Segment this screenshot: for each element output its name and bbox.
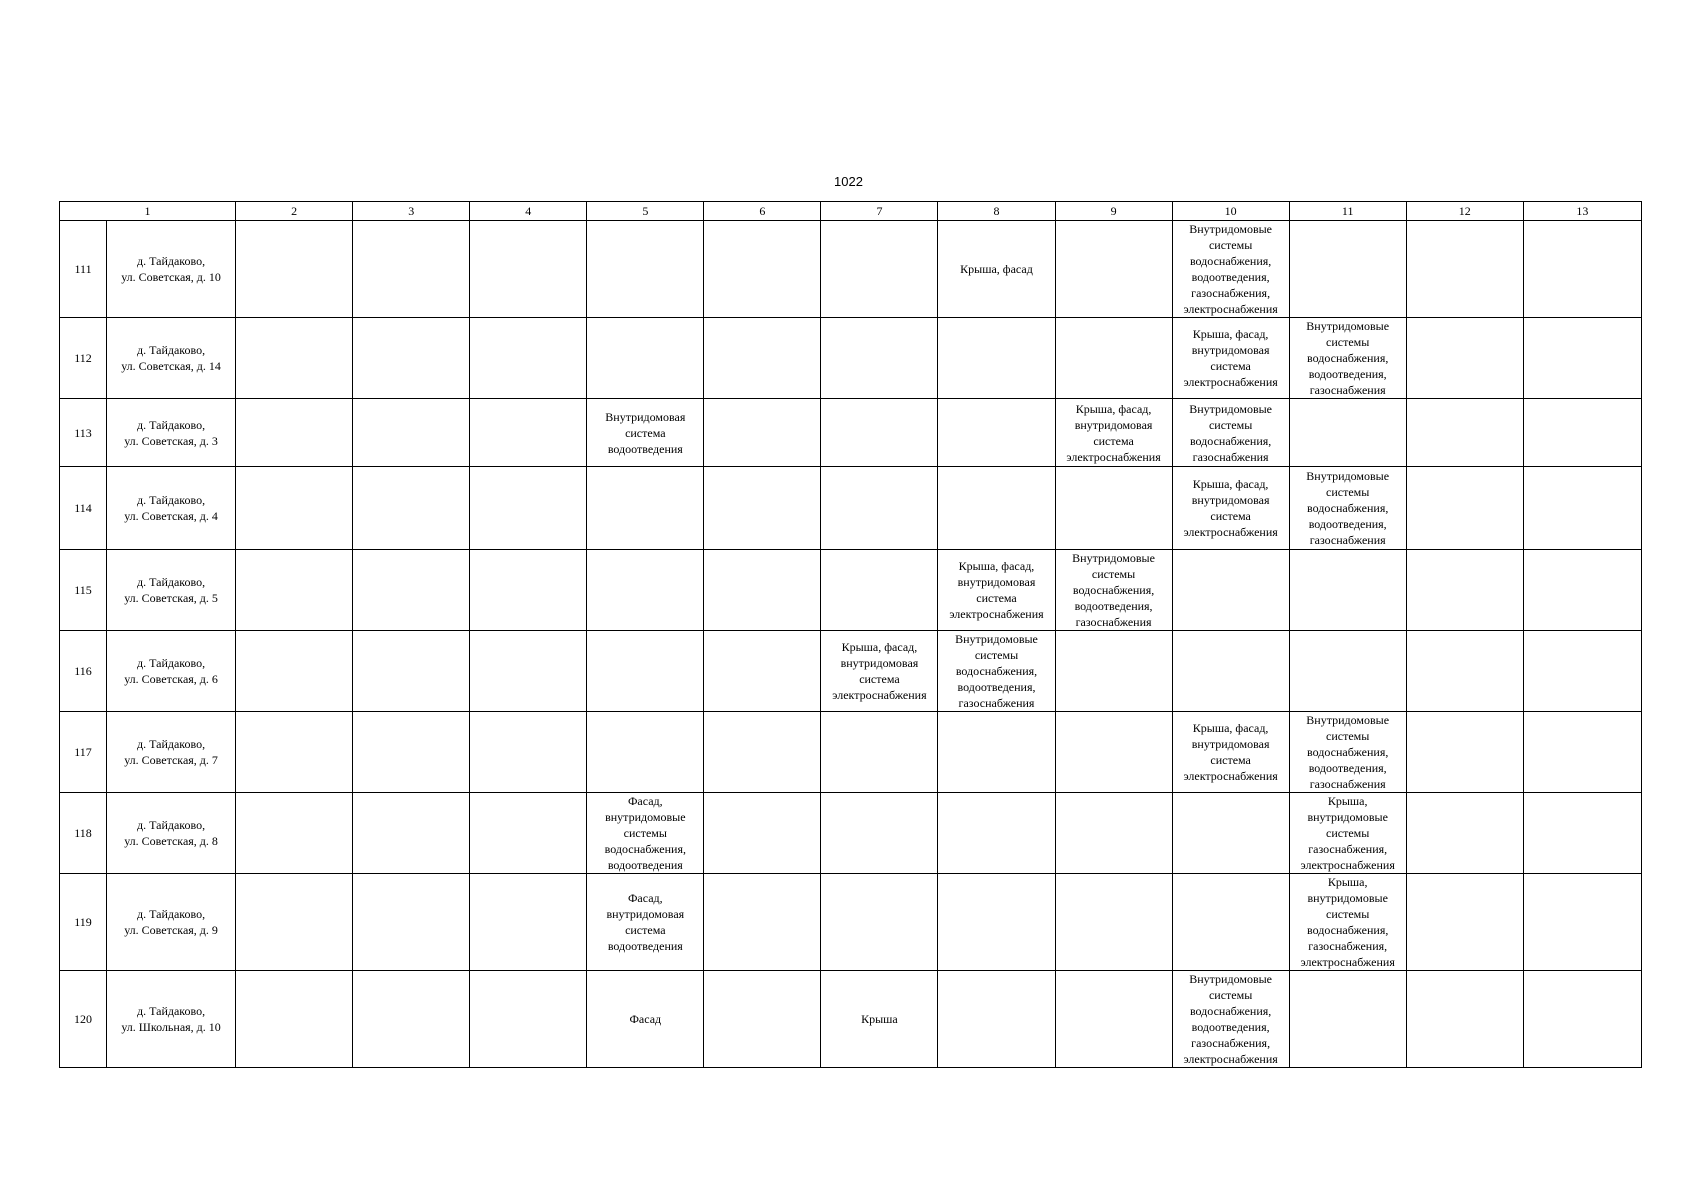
work-cell-col-5: Фасад — [587, 971, 704, 1068]
work-cell-col-4 — [470, 971, 587, 1068]
column-header: 3 — [353, 202, 470, 221]
table-row — [60, 221, 1642, 318]
work-cell-col-8: Крыша, фасад, внутридомовая система электроснабжения — [938, 550, 1055, 631]
row-number: 119 — [60, 874, 107, 971]
work-cell-col-13 — [1523, 399, 1641, 467]
work-cell-col-12 — [1406, 971, 1523, 1068]
work-cell-col-11 — [1289, 550, 1406, 631]
address-cell: д. Тайдаково, ул. Советская, д. 6 — [107, 631, 236, 712]
work-cell-col-7 — [821, 712, 938, 793]
table-row — [60, 550, 1642, 631]
work-cell-col-8 — [938, 467, 1055, 550]
work-cell-col-9 — [1055, 318, 1172, 399]
column-header: 4 — [470, 202, 587, 221]
column-header: 13 — [1523, 202, 1641, 221]
work-cell-col-9: Внутридомовые системы водоснабжения, водоотведения, газоснабжения — [1055, 550, 1172, 631]
column-header: 9 — [1055, 202, 1172, 221]
column-header: 1 — [60, 202, 236, 221]
work-cell-col-6 — [704, 874, 821, 971]
address-cell: д. Тайдаково, ул. Школьная, д. 10 — [107, 971, 236, 1068]
row-number: 113 — [60, 399, 107, 467]
work-cell-col-2 — [236, 550, 353, 631]
work-cell-col-13 — [1523, 631, 1641, 712]
work-cell-col-3 — [353, 221, 470, 318]
work-cell-col-8 — [938, 971, 1055, 1068]
work-cell-col-9 — [1055, 874, 1172, 971]
work-cell-col-7 — [821, 793, 938, 874]
work-cell-col-5: Фасад, внутридомовая система водоотведения — [587, 874, 704, 971]
work-cell-col-5 — [587, 550, 704, 631]
work-cell-col-6 — [704, 793, 821, 874]
column-header: 12 — [1406, 202, 1523, 221]
address-cell: д. Тайдаково, ул. Советская, д. 3 — [107, 399, 236, 467]
table-row — [60, 712, 1642, 793]
work-cell-col-5 — [587, 712, 704, 793]
work-cell-col-11: Крыша, внутридомовые системы газоснабжения, электроснабжения — [1289, 793, 1406, 874]
work-cell-col-6 — [704, 318, 821, 399]
work-cell-col-8 — [938, 318, 1055, 399]
work-cell-col-2 — [236, 874, 353, 971]
work-cell-col-4 — [470, 793, 587, 874]
work-cell-col-2 — [236, 467, 353, 550]
work-cell-col-12 — [1406, 631, 1523, 712]
row-number: 118 — [60, 793, 107, 874]
work-cell-col-11: Внутридомовые системы водоснабжения, водоотведения, газоснабжения — [1289, 712, 1406, 793]
address-cell: д. Тайдаково, ул. Советская, д. 14 — [107, 318, 236, 399]
work-cell-col-7 — [821, 221, 938, 318]
work-cell-col-4 — [470, 550, 587, 631]
work-cell-col-10 — [1172, 550, 1289, 631]
work-cell-col-10: Внутридомовые системы водоснабжения, водоотведения, газоснабжения, электроснабжения — [1172, 971, 1289, 1068]
work-cell-col-7 — [821, 467, 938, 550]
work-cell-col-2 — [236, 399, 353, 467]
work-cell-col-7 — [821, 318, 938, 399]
work-cell-col-10 — [1172, 874, 1289, 971]
work-cell-col-5 — [587, 318, 704, 399]
work-cell-col-3 — [353, 631, 470, 712]
column-header: 10 — [1172, 202, 1289, 221]
table-row — [60, 631, 1642, 712]
row-number: 111 — [60, 221, 107, 318]
column-header: 7 — [821, 202, 938, 221]
work-cell-col-11 — [1289, 631, 1406, 712]
work-cell-col-3 — [353, 712, 470, 793]
address-cell: д. Тайдаково, ул. Советская, д. 5 — [107, 550, 236, 631]
work-cell-col-7 — [821, 399, 938, 467]
address-cell: д. Тайдаково, ул. Советская, д. 9 — [107, 874, 236, 971]
address-cell: д. Тайдаково, ул. Советская, д. 8 — [107, 793, 236, 874]
work-cell-col-11: Крыша, внутридомовые системы водоснабжения, газоснабжения, электроснабжения — [1289, 874, 1406, 971]
work-cell-col-2 — [236, 712, 353, 793]
table-row — [60, 467, 1642, 550]
work-cell-col-5: Фасад, внутридомовые системы водоснабжения, водоотведения — [587, 793, 704, 874]
work-cell-col-7 — [821, 550, 938, 631]
work-cell-col-13 — [1523, 793, 1641, 874]
work-cell-col-9 — [1055, 631, 1172, 712]
work-cell-col-10: Крыша, фасад, внутридомовая система электроснабжения — [1172, 318, 1289, 399]
work-cell-col-10: Внутридомовые системы водоснабжения, водоотведения, газоснабжения, электроснабжения — [1172, 221, 1289, 318]
work-cell-col-8 — [938, 399, 1055, 467]
work-cell-col-13 — [1523, 550, 1641, 631]
work-cell-col-12 — [1406, 399, 1523, 467]
work-cell-col-3 — [353, 793, 470, 874]
row-number: 112 — [60, 318, 107, 399]
address-cell: д. Тайдаково, ул. Советская, д. 4 — [107, 467, 236, 550]
work-cell-col-7: Крыша — [821, 971, 938, 1068]
work-cell-col-6 — [704, 467, 821, 550]
work-cell-col-10 — [1172, 631, 1289, 712]
work-cell-col-4 — [470, 467, 587, 550]
address-cell: д. Тайдаково, ул. Советская, д. 7 — [107, 712, 236, 793]
work-cell-col-6 — [704, 712, 821, 793]
work-cell-col-7 — [821, 874, 938, 971]
work-cell-col-12 — [1406, 550, 1523, 631]
work-cell-col-5: Внутридомовая система водоотведения — [587, 399, 704, 467]
work-cell-col-6 — [704, 631, 821, 712]
work-cell-col-8 — [938, 874, 1055, 971]
column-header: 8 — [938, 202, 1055, 221]
work-cell-col-3 — [353, 318, 470, 399]
work-cell-col-4 — [470, 318, 587, 399]
work-cell-col-10: Внутридомовые системы водоснабжения, газоснабжения — [1172, 399, 1289, 467]
work-cell-col-13 — [1523, 971, 1641, 1068]
work-cell-col-11 — [1289, 399, 1406, 467]
work-cell-col-2 — [236, 318, 353, 399]
work-cell-col-5 — [587, 467, 704, 550]
work-cell-col-11: Внутридомовые системы водоснабжения, водоотведения, газоснабжения — [1289, 318, 1406, 399]
address-cell: д. Тайдаково, ул. Советская, д. 10 — [107, 221, 236, 318]
row-number: 114 — [60, 467, 107, 550]
row-number: 116 — [60, 631, 107, 712]
work-cell-col-9 — [1055, 971, 1172, 1068]
work-cell-col-5 — [587, 221, 704, 318]
work-cell-col-11: Внутридомовые системы водоснабжения, водоотведения, газоснабжения — [1289, 467, 1406, 550]
work-cell-col-4 — [470, 712, 587, 793]
work-cell-col-6 — [704, 550, 821, 631]
work-cell-col-9 — [1055, 712, 1172, 793]
table-row — [60, 318, 1642, 399]
work-cell-col-13 — [1523, 318, 1641, 399]
work-cell-col-3 — [353, 550, 470, 631]
work-cell-col-9: Крыша, фасад, внутридомовая система электроснабжения — [1055, 399, 1172, 467]
table-body — [60, 202, 1642, 1068]
work-cell-col-13 — [1523, 874, 1641, 971]
work-cell-col-3 — [353, 971, 470, 1068]
page-number: 1022 — [834, 174, 863, 189]
work-cell-col-5 — [587, 631, 704, 712]
work-cell-col-6 — [704, 399, 821, 467]
work-cell-col-8: Крыша, фасад — [938, 221, 1055, 318]
work-cell-col-12 — [1406, 874, 1523, 971]
work-cell-col-9 — [1055, 793, 1172, 874]
work-cell-col-4 — [470, 874, 587, 971]
work-cell-col-8: Внутридомовые системы водоснабжения, водоотведения, газоснабжения — [938, 631, 1055, 712]
work-cell-col-6 — [704, 971, 821, 1068]
work-cell-col-11 — [1289, 221, 1406, 318]
row-number: 117 — [60, 712, 107, 793]
work-cell-col-10: Крыша, фасад, внутридомовая система электроснабжения — [1172, 467, 1289, 550]
work-cell-col-13 — [1523, 712, 1641, 793]
work-cell-col-4 — [470, 399, 587, 467]
column-header: 5 — [587, 202, 704, 221]
work-cell-col-8 — [938, 793, 1055, 874]
work-cell-col-13 — [1523, 467, 1641, 550]
work-cell-col-13 — [1523, 221, 1641, 318]
column-header: 11 — [1289, 202, 1406, 221]
work-cell-col-12 — [1406, 793, 1523, 874]
work-cell-col-9 — [1055, 467, 1172, 550]
work-cell-col-2 — [236, 793, 353, 874]
work-cell-col-3 — [353, 874, 470, 971]
column-header: 2 — [236, 202, 353, 221]
column-header: 6 — [704, 202, 821, 221]
work-cell-col-7: Крыша, фасад, внутридомовая система электроснабжения — [821, 631, 938, 712]
work-cell-col-12 — [1406, 221, 1523, 318]
table-row — [60, 971, 1642, 1068]
column-number-header — [60, 202, 1642, 221]
work-cell-col-4 — [470, 221, 587, 318]
work-cell-col-2 — [236, 221, 353, 318]
work-cell-col-10: Крыша, фасад, внутридомовая система электроснабжения — [1172, 712, 1289, 793]
work-cell-col-3 — [353, 399, 470, 467]
work-cell-col-9 — [1055, 221, 1172, 318]
work-cell-col-10 — [1172, 793, 1289, 874]
work-cell-col-12 — [1406, 712, 1523, 793]
row-number: 120 — [60, 971, 107, 1068]
table-row — [60, 399, 1642, 467]
work-cell-col-2 — [236, 971, 353, 1068]
work-cell-col-12 — [1406, 318, 1523, 399]
table-row — [60, 874, 1642, 971]
work-cell-col-8 — [938, 712, 1055, 793]
repair-schedule-table — [59, 201, 1642, 1068]
work-cell-col-4 — [470, 631, 587, 712]
work-cell-col-6 — [704, 221, 821, 318]
work-cell-col-3 — [353, 467, 470, 550]
work-cell-col-2 — [236, 631, 353, 712]
row-number: 115 — [60, 550, 107, 631]
work-cell-col-11 — [1289, 971, 1406, 1068]
table-row — [60, 793, 1642, 874]
work-cell-col-12 — [1406, 467, 1523, 550]
